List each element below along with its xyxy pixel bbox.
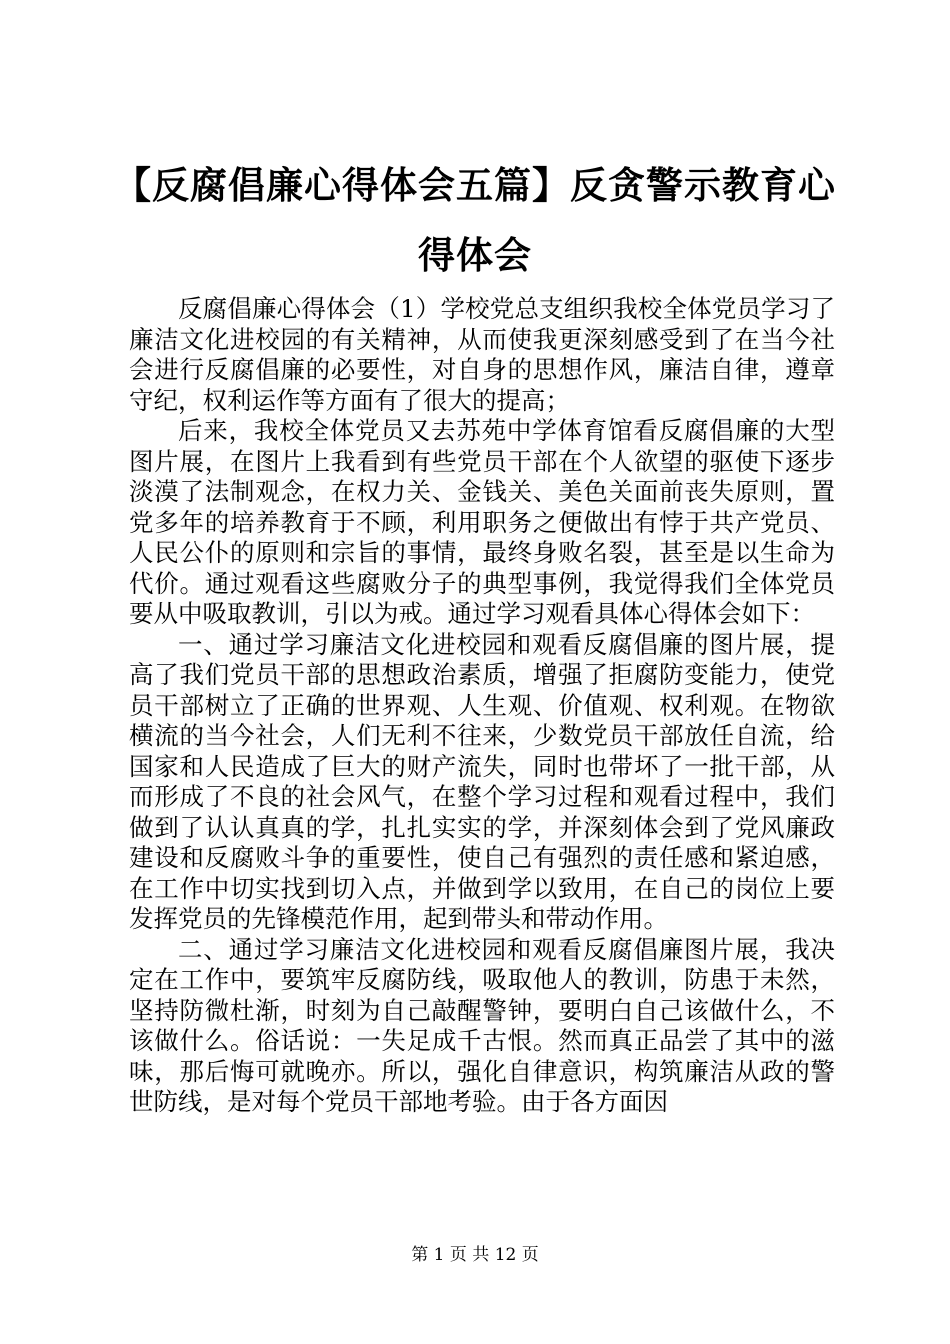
body-paragraph-4: 二、通过学习廉洁文化进校园和观看反腐倡廉图片展，我决定在工作中，要筑牢反腐防线，吸取他人的教训，防患于未然，坚持防微杜渐，时刻为自己敲醒警钟，要明白自己该做什么，不该做什么。俗话说：一失足成千古恨。然而真正品尝了其中的滋味，那后悔可就晚亦。所以，强化自律意识，构筑廉洁从政的警世防线，是对每个党员干部地考验。由于各方面因 bbox=[129, 934, 835, 1116]
body-paragraph-3: 一、通过学习廉洁文化进校园和观看反腐倡廉的图片展，提高了我们党员干部的思想政治素质，增强了拒腐防变能力，使党员干部树立了正确的世界观、人生观、价值观、权利观。在物欲横流的当今社会，人们无利不往来，少数党员干部放任自流，给国家和人民造成了巨大的财产流失，同时也带坏了一批干部，从而形成了不良的社会风气，在整个学习过程和观看过程中，我们做到了认认真真的学，扎扎实实的学，并深刻体会到了党风廉政建设和反腐败斗争的重要性，使自己有强烈的责任感和紧迫感，在工作中切实找到切入点，并做到学以致用，在自己的岗位上要发挥党员的先锋模范作用，起到带头和带动作用。 bbox=[129, 629, 835, 933]
body-paragraph-1: 反腐倡廉心得体会（1）学校党总支组织我校全体党员学习了廉洁文化进校园的有关精神，从而使我更深刻感受到了在当今社会进行反腐倡廉的必要性，对自身的思想作风，廉洁自律，遵章守纪，权利运作等方面有了很大的提高； bbox=[129, 294, 835, 415]
document-body bbox=[129, 294, 835, 1118]
page-footer: 第 1 页 共 12 页 bbox=[411, 1245, 539, 1265]
document-title: 【反腐倡廉心得体会五篇】反贪警示教育心得体会 bbox=[114, 163, 836, 277]
body-paragraph-2: 后来，我校全体党员又去苏苑中学体育馆看反腐倡廉的大型图片展，在图片上我看到有些党员干部在个人欲望的驱使下逐步淡漠了法制观念，在权力关、金钱关、美色关面前丧失原则，置党多年的培养教育于不顾，利用职务之便做出有悖于共产党员、人民公仆的原则和宗旨的事情，最终身败名裂，甚至是以生命为代价。通过观看这些腐败分子的典型事例，我觉得我们全体党员要从中吸取教训，引以为戒。通过学习观看具体心得体会如下： bbox=[129, 416, 835, 628]
